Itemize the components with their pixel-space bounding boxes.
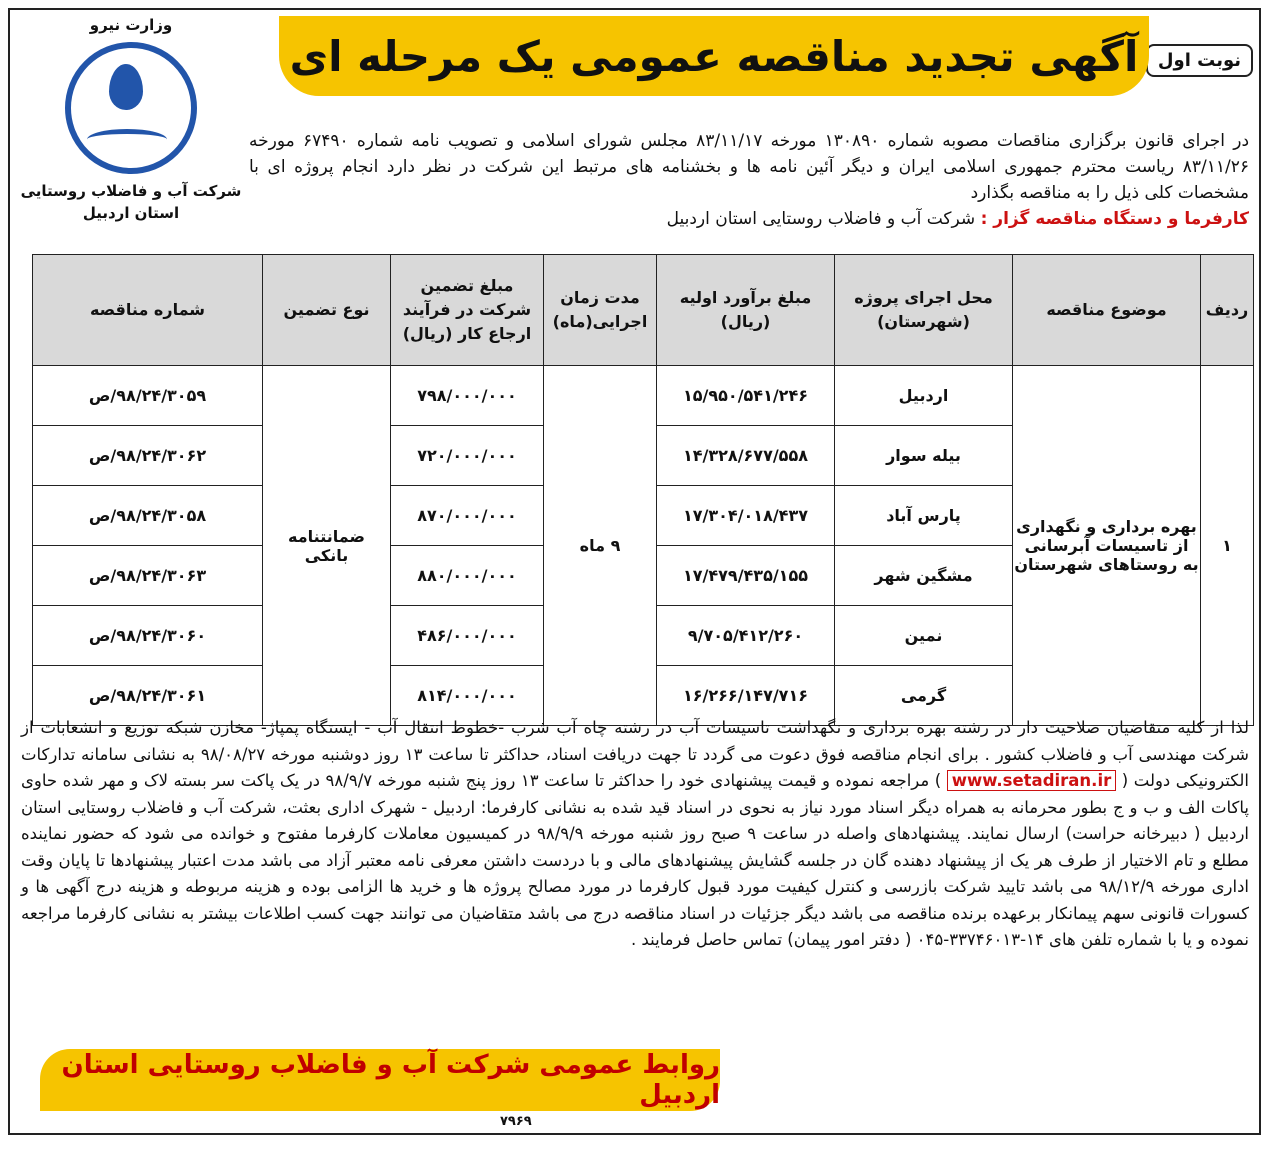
body-part1: لذا از کلیه متقاضیان صلاحیت دار در رشته بهره برداری و نگهداشت تاسیسات آب در رشته چاه آب شرب -خطوط انتقال آب - ایستگاه پمپاژ- مخازن شبکه توزیع و انشعابات از شرکت مهندسی آب و فاضلاب کشور . برای انجام مناقصه فوق دعوت می گردد تا جهت دریافت اسناد، حداکثر تا ساعت ۱۳ روز دوشنبه مورخه ۹۸/۰۸/۲۷ به نشانی سامانه تدارکات الکترونیکی دولت ( xyxy=(21,718,1250,790)
guarantee-cell: ۷۲۰/۰۰۰/۰۰۰ xyxy=(391,426,544,486)
location-cell: بیله سوار xyxy=(835,426,1013,486)
header-estimate: مبلغ برآورد اولیه (ریال) xyxy=(657,255,835,366)
footer-text: روابط عمومی شرکت آب و فاضلاب روستایی استان اردبیل xyxy=(61,1050,720,1110)
guarantee-cell: ۷۹۸/۰۰۰/۰۰۰ xyxy=(391,366,544,426)
guarantee-type-cell: ضمانتنامه بانکی xyxy=(263,366,391,726)
title-banner xyxy=(279,16,1149,96)
estimate-cell: ۱۷/۴۷۹/۴۳۵/۱۵۵ xyxy=(657,546,835,606)
location-cell: مشگین شهر xyxy=(835,546,1013,606)
body-part2: ) مراجعه نموده و قیمت پیشنهادی خود را حداکثر تا ساعت ۱۳ روز پنج شنبه مورخه ۹۸/۹/۷ در یک پاکت سر بسته لاک و مهر شده حاوی پاکات الف و ب و ج بطور محرمانه به همراه دیگر اسناد مورد نیاز به نحوی در اسناد قید شده به نشانی کارفرما: اردبیل - شهرک اداری بعثت، شرکت آب و فاضلاب روستایی استان اردبیل ( دبیرخانه حراست) ارسال نمایند. پیشنهادهای واصله در ساعت ۹ صبح روز شنبه مورخه ۹۸/۹/۹ در کمیسیون معاملات کارفرما مفتوح و خوانده می شود که حضور نماینده مطلع و تام الاختیار از طرف هر یک از پیشنهاد دهنده گان در جلسه گشایش پیشنهادهای مالی و با دردست داشتن معرفی نامه معتبر آزاد می باشد مدت اعتبار پیشنهادها تا پایان وقت اداری مورخه ۹۸/۱۲/۹ می باشد تایید شرکت بازرسی و کنترل کیفیت مورد قبول کارفرما در مورد مصالح پروژه ها و خرید ها الزامی بوده و هزینه مربوطه و هزینه درج آگهی ها و کسورات قانونی سهم پیمانکار برعهده برنده مناقصه می باشد دیگر جزئیات در اسناد مناقصه درج می باشد متقاضیان می توانند جهت کسب اطلاعات بیشتر به نشانی کارفرما مراجعه نموده و یا با شماره تلفن های ۱۴-۳۳۷۴۶۰۱۳-۰۴۵ ( دفتر امور پیمان) تماس حاصل فرمایند . xyxy=(21,771,1250,949)
intro-paragraph: در اجرای قانون برگزاری مناقصات مصوبه شماره ۱۳۰۸۹۰ مورخه ۸۳/۱۱/۱۷ مجلس شورای اسلامی و تصویب نامه شماره ۶۷۴۹۰ مورخه ۸۳/۱۱/۲۶ ریاست محترم جمهوری اسلامی ایران و دیگر آئین نامه ها و بخشنامه های مرتبط این شرکت در نظر دارد انجام پروژه ای با مشخصات کلی ذیل را به مناقصه بگذارد xyxy=(249,131,1250,203)
setadiran-link[interactable]: www.setadiran.ir xyxy=(947,770,1117,791)
location-cell: پارس آباد xyxy=(835,486,1013,546)
ministry-name: وزارت نیرو xyxy=(89,16,173,34)
company-name-line1: شرکت آب و فاضلاب روستایی xyxy=(20,182,242,200)
water-drop-logo-icon xyxy=(65,42,197,174)
footer-banner xyxy=(40,1049,720,1111)
ad-code: ۷۹۶۹ xyxy=(500,1114,532,1129)
intro-section xyxy=(249,128,1249,232)
tender-table xyxy=(32,254,1254,726)
tender-number-cell: ۹۸/۲۴/۳۰۵۹/ص xyxy=(33,366,263,426)
table-row xyxy=(33,366,1254,426)
header-guarantee-amount: مبلغ تضمین شرکت در فرآیند ارجاع کار (ریال) xyxy=(391,255,544,366)
tender-number-cell: ۹۸/۲۴/۳۰۶۰/ص xyxy=(33,606,263,666)
location-cell: اردبیل xyxy=(835,366,1013,426)
tender-number-cell: ۹۸/۲۴/۳۰۶۳/ص xyxy=(33,546,263,606)
guarantee-cell: ۸۱۴/۰۰۰/۰۰۰ xyxy=(391,666,544,726)
header-guarantee-type: نوع تضمین xyxy=(263,255,391,366)
estimate-cell: ۱۶/۲۶۶/۱۴۷/۷۱۶ xyxy=(657,666,835,726)
subject-cell: بهره برداری و نگهداری از تاسیسات آبرسانی به روستاهای شهرستان xyxy=(1013,366,1201,726)
location-cell: گرمی xyxy=(835,666,1013,726)
header-duration: مدت زمان اجرایی(ماه) xyxy=(544,255,657,366)
row-number-cell: ۱ xyxy=(1201,366,1254,726)
page-title: آگهی تجدید مناقصه عمومی یک مرحله ای xyxy=(289,31,1139,81)
employer-value: شرکت آب و فاضلاب روستایی استان اردبیل xyxy=(666,209,976,229)
guarantee-cell: ۴۸۶/۰۰۰/۰۰۰ xyxy=(391,606,544,666)
estimate-cell: ۱۷/۳۰۴/۰۱۸/۴۳۷ xyxy=(657,486,835,546)
body-paragraph xyxy=(21,715,1249,954)
header-location: محل اجرای پروژه (شهرستان) xyxy=(835,255,1013,366)
location-cell: نمین xyxy=(835,606,1013,666)
estimate-cell: ۱۵/۹۵۰/۵۴۱/۲۴۶ xyxy=(657,366,835,426)
tender-number-cell: ۹۸/۲۴/۳۰۶۱/ص xyxy=(33,666,263,726)
guarantee-cell: ۸۸۰/۰۰۰/۰۰۰ xyxy=(391,546,544,606)
tender-number-cell: ۹۸/۲۴/۳۰۵۸/ص xyxy=(33,486,263,546)
estimate-cell: ۹/۷۰۵/۴۱۲/۲۶۰ xyxy=(657,606,835,666)
advertisement-page xyxy=(8,8,1261,1135)
tender-number-cell: ۹۸/۲۴/۳۰۶۲/ص xyxy=(33,426,263,486)
publication-round-badge: نوبت اول xyxy=(1146,44,1253,77)
header-row-number: ردیف xyxy=(1201,255,1254,366)
duration-cell: ۹ ماه xyxy=(544,366,657,726)
guarantee-cell: ۸۷۰/۰۰۰/۰۰۰ xyxy=(391,486,544,546)
employer-label: کارفرما و دستگاه مناقصه گزار : xyxy=(980,209,1249,229)
header-tender-number: شماره مناقصه xyxy=(33,255,263,366)
company-name-line2: استان اردبیل xyxy=(82,204,180,222)
company-logo-block xyxy=(16,16,246,251)
header-subject: موضوع مناقصه xyxy=(1013,255,1201,366)
estimate-cell: ۱۴/۳۲۸/۶۷۷/۵۵۸ xyxy=(657,426,835,486)
